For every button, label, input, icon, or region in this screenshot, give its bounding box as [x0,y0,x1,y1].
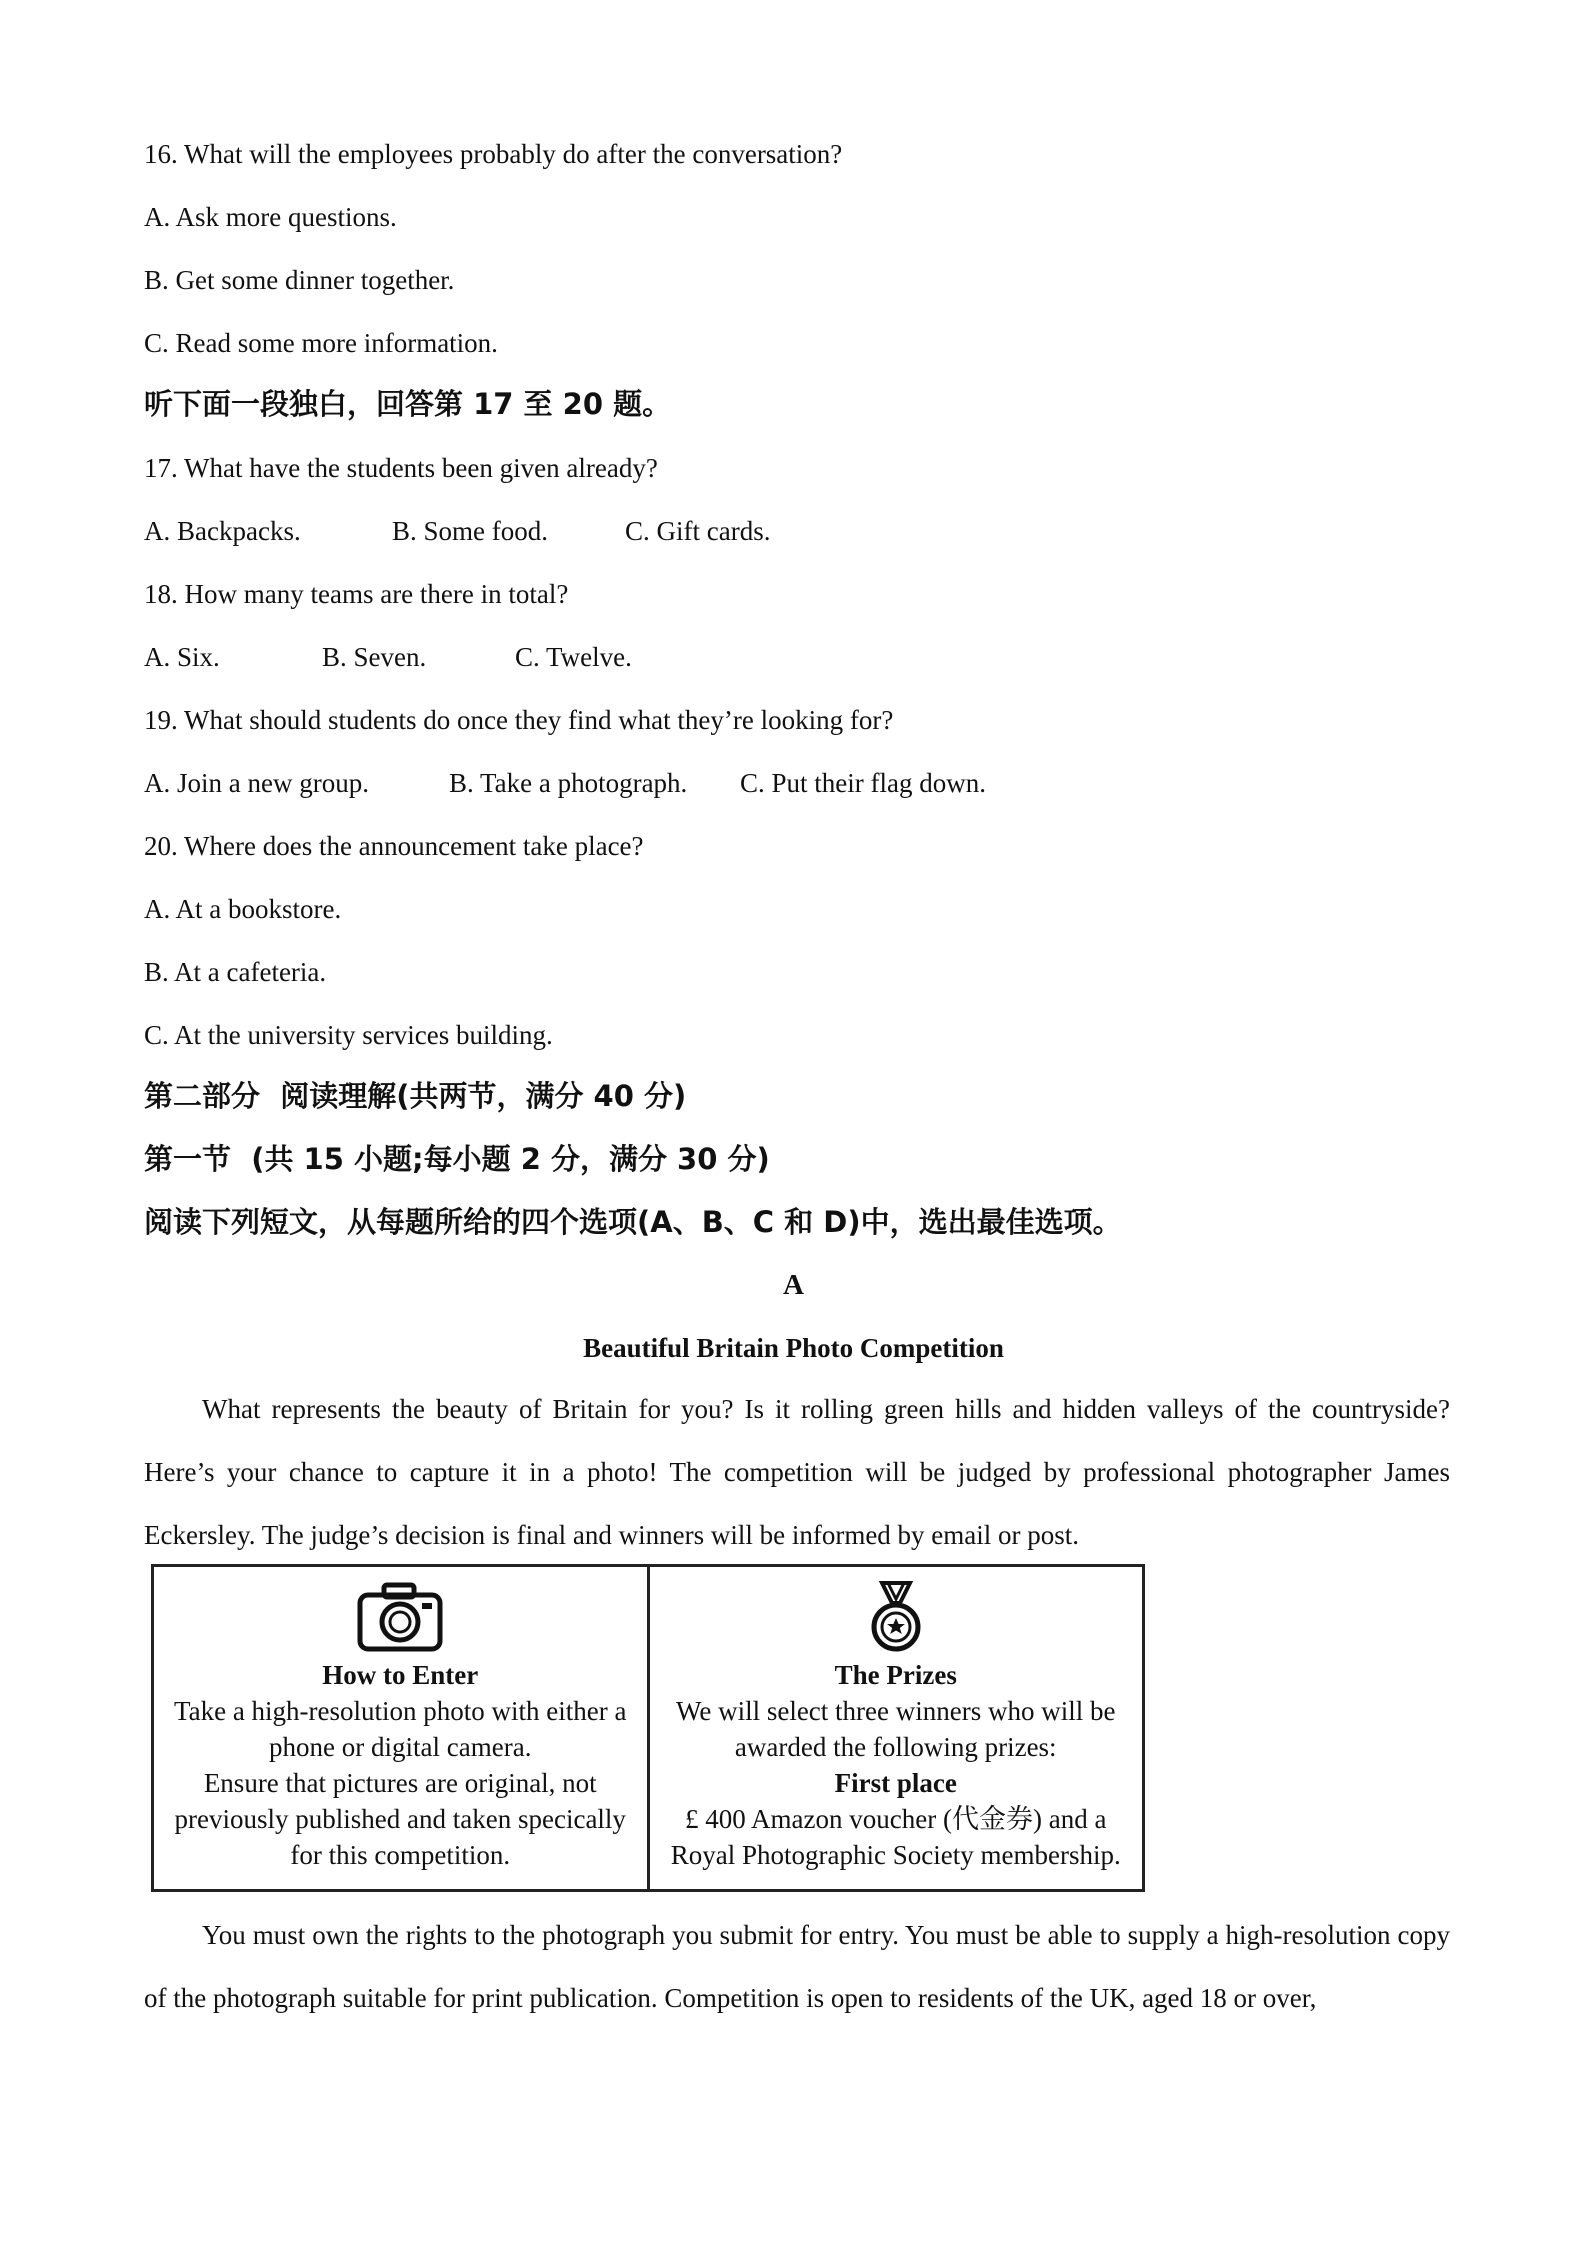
how-to-enter-line-5: for this competition. [290,1840,511,1870]
prizes-first-place: First place [834,1768,957,1798]
prizes-line-5: Royal Photographic Society membership. [670,1840,1121,1870]
how-to-enter-line-4: previously published and taken specically [174,1804,626,1834]
medal-icon [864,1581,928,1653]
monologue-instruction: 听下面一段独白，回答第 17 至 20 题。 [144,387,672,421]
prizes-title: The Prizes [834,1660,957,1690]
q20-option-b: B. At a cafeteria. [144,957,327,987]
reading-instruction: 阅读下列短文，从每题所给的四个选项(A、B、C 和 D)中，选出最佳选项。 [144,1205,1122,1239]
q19-option-b: B. Take a photograph. [449,768,688,798]
passage-rules: You must own the rights to the photograph you submit for entry. You must be able to supply a high-resolution copy of the photograph suitable for print publication. Competition is open to residents of the UK, aged 18 or over, [144,1920,1450,2013]
section1-title: 第一节 (共 15 小题;每小题 2 分，满分 30 分) [144,1142,770,1176]
question-16: 16. What will the employees probably do after the conversation? [144,139,843,169]
q20-option-c: C. At the university services building. [144,1020,553,1050]
competition-info-table [151,1564,1145,1892]
question-20: 20. Where does the announcement take place? [144,831,644,861]
passage-intro: What represents the beauty of Britain for you? Is it rolling green hills and hidden valleys of the countryside? Here’s your chance to capture it in a photo! The competition will be judged by professional photographer James Eckersley. The judge’s decision is final and winners will be informed by email or post. [144,1394,1450,1550]
q17-option-c: C. Gift cards. [625,516,771,546]
q16-option-a: A. Ask more questions. [144,202,397,232]
prizes-line-4: £ 400 Amazon voucher (代金券) and a [685,1804,1107,1834]
passage-title: Beautiful Britain Photo Competition [583,1333,1004,1363]
q17-option-b: B. Some food. [392,516,549,546]
how-to-enter-line-2: phone or digital camera. [269,1732,532,1762]
q18-option-c: C. Twelve. [515,642,632,672]
question-17: 17. What have the students been given already? [144,453,658,483]
q18-option-b: B. Seven. [322,642,427,672]
q20-option-a: A. At a bookstore. [144,894,342,924]
question-19: 19. What should students do once they find what they’re looking for? [144,705,894,735]
prizes-cell [647,1567,1143,1889]
q16-option-b: B. Get some dinner together. [144,265,455,295]
prizes-line-1: We will select three winners who will be [676,1696,1116,1726]
how-to-enter-cell [154,1567,647,1889]
question-18: 18. How many teams are there in total? [144,579,569,609]
prizes-line-2: awarded the following prizes: [734,1732,1057,1762]
q19-option-a: A. Join a new group. [144,768,369,798]
how-to-enter-line-3: Ensure that pictures are original, not [203,1768,597,1798]
passage-letter: A [783,1269,804,1301]
how-to-enter-line-1: Take a high-resolution photo with either a [174,1696,627,1726]
q16-option-c: C. Read some more information. [144,328,498,358]
q18-option-a: A. Six. [144,642,220,672]
how-to-enter-title: How to Enter [322,1660,479,1690]
q19-option-c: C. Put their flag down. [740,768,986,798]
q17-option-a: A. Backpacks. [144,516,301,546]
part2-title: 第二部分 阅读理解(共两节，满分 40 分) [144,1079,687,1113]
camera-icon [356,1581,444,1653]
